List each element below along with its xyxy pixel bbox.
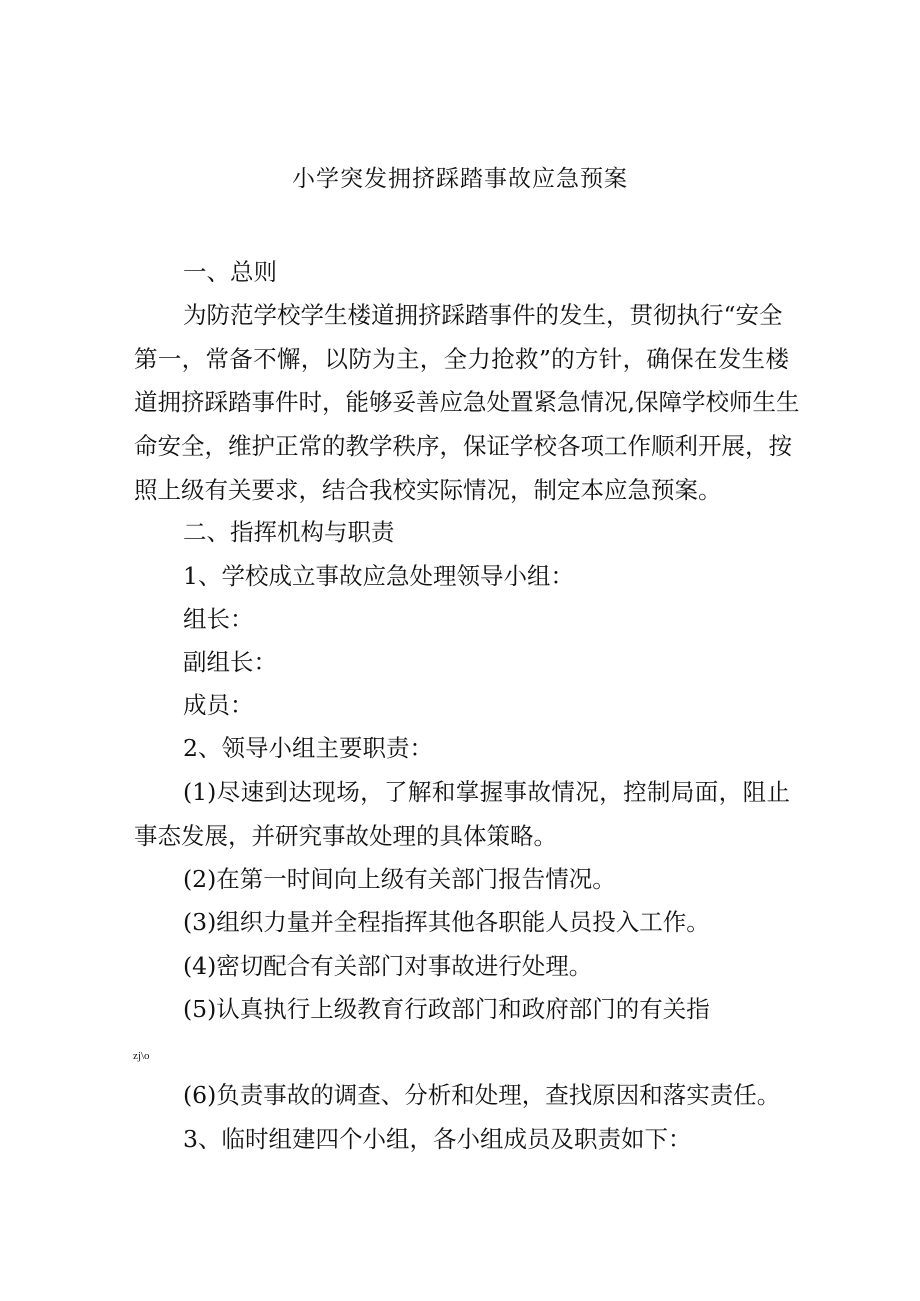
paragraph-line: 照上级有关要求，结合我校实际情况，制定本应急预案。 <box>134 476 722 504</box>
list-item: (2)在第一时间向上级有关部门报告情况。 <box>183 865 616 893</box>
page-title: 小学突发拥挤踩踏事故应急预案 <box>292 166 628 192</box>
stray-text: zj\o <box>133 1050 150 1062</box>
section-heading-general: 一、总则 <box>183 258 277 286</box>
list-item: (4)密切配合有关部门对事故进行处理。 <box>183 952 593 980</box>
list-item: (5)认真执行上级教育行政部门和政府部门的有关指 <box>183 995 710 1023</box>
list-item: (1)尽速到达现场，了解和掌握事故情况，控制局面，阻止 <box>183 778 790 806</box>
paragraph-line: 为防范学校学生楼道拥挤踩踏事件的发生，贯彻执行“安全 <box>183 301 783 329</box>
paragraph-line: 道拥挤踩踏事件时，能够妥善应急处置紧急情况,保障学校师生生 <box>134 388 800 416</box>
list-item: 组长： <box>183 605 254 633</box>
list-item: 1、学校成立事故应急处理领导小组： <box>183 562 574 590</box>
paragraph-line: 命安全，维护正常的教学秩序，保证学校各项工作顺利开展，按 <box>134 432 792 460</box>
list-item: (6)负责事故的调查、分析和处理，查找原因和落实责任。 <box>183 1081 781 1109</box>
list-item: 事态发展，并研究事故处理的具体策略。 <box>134 822 557 850</box>
list-item: (3)组织力量并全程指挥其他各职能人员投入工作。 <box>183 908 710 936</box>
list-item: 成员： <box>183 691 254 719</box>
list-item: 3、临时组建四个小组，各小组成员及职责如下： <box>183 1125 692 1153</box>
list-item: 副组长： <box>183 648 277 676</box>
section-heading-command: 二、指挥机构与职责 <box>183 518 395 546</box>
paragraph-line: 第一，常备不懈，以防为主，全力抢救”的方针，确保在发生楼 <box>134 345 789 373</box>
list-item: 2、领导小组主要职责： <box>183 734 433 762</box>
